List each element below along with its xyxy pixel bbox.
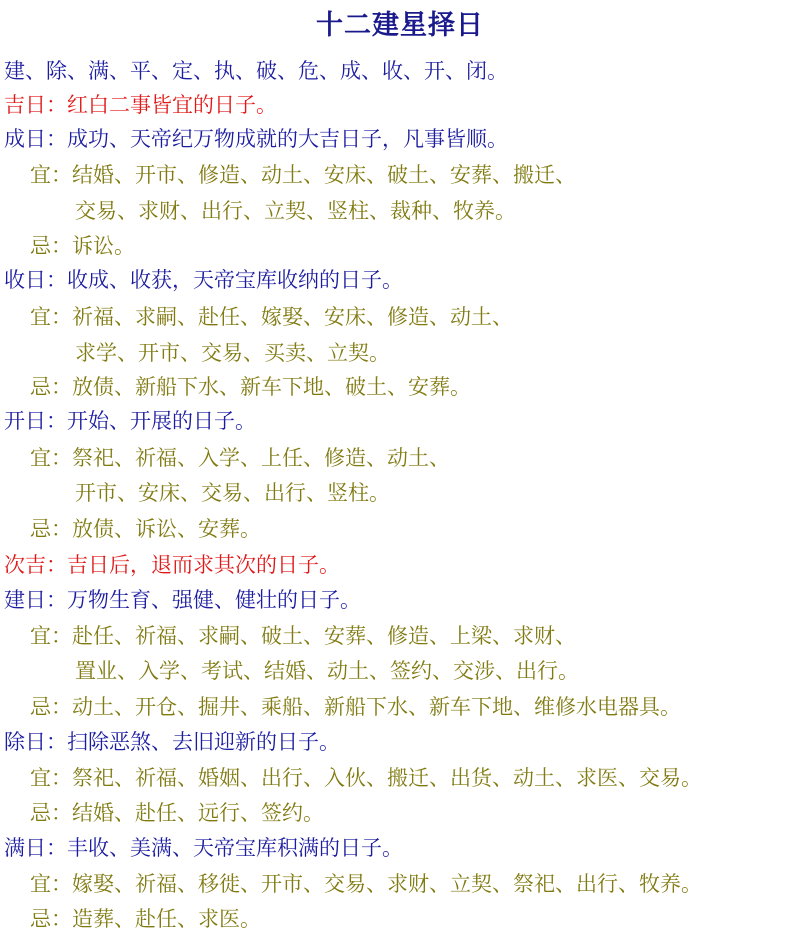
shou-day-ji-line: 忌：放债、新船下水、新车下地、破土、安葬。: [30, 375, 471, 399]
cheng-day-ji-line: 忌：诉讼。: [30, 234, 135, 258]
kai-day-yi-line-cont: 开市、安床、交易、出行、竖柱。: [75, 481, 390, 505]
kai-day-ji-line: 忌：放债、诉讼、安葬。: [30, 517, 261, 541]
star-list-line: 建、除、满、平、定、执、破、危、成、收、开、闭。: [4, 59, 508, 83]
cheng-day-heading: 成日：成功、天帝纪万物成就的大吉日子，凡事皆顺。: [4, 127, 508, 151]
chu-day-heading: 除日：扫除恶煞、去旧迎新的日子。: [4, 730, 340, 754]
page-title: 十二建星择日: [316, 10, 484, 41]
jian-day-ji-line: 忌：动土、开仓、掘井、乘船、新船下水、新车下地、维修水电器具。: [30, 695, 681, 719]
man-day-ji-line: 忌：造葬、赴任、求医。: [30, 907, 261, 931]
kai-day-heading: 开日：开始、开展的日子。: [4, 409, 256, 433]
jian-day-yi-line-cont: 置业、入学、考试、结婚、动土、签约、交涉、出行。: [75, 659, 579, 683]
shou-day-yi-line: 宜：祈福、求嗣、赴任、嫁娶、安床、修造、动土、: [30, 305, 513, 329]
jian-day-yi-line: 宜：赴任、祈福、求嗣、破土、安葬、修造、上梁、求财、: [30, 624, 576, 648]
kai-day-yi-line: 宜：祭祀、祈福、入学、上任、修造、动土、: [30, 446, 450, 470]
shou-day-yi-line-cont: 求学、开市、交易、买卖、立契。: [75, 341, 390, 365]
chu-day-ji-line: 忌：结婚、赴任、远行、签约。: [30, 801, 324, 825]
shou-day-heading: 收日：收成、收获，天帝宝库收纳的日子。: [4, 268, 403, 292]
cheng-day-yi-line: 宜：结婚、开市、修造、动土、安床、破土、安葬、搬迁、: [30, 163, 576, 187]
jian-day-heading: 建日：万物生育、强健、健壮的日子。: [4, 588, 361, 612]
man-day-yi-line: 宜：嫁娶、祈福、移徙、开市、交易、求财、立契、祭祀、出行、牧养。: [30, 872, 702, 896]
auspicious-heading: 吉日：红白二事皆宜的日子。: [4, 93, 277, 117]
man-day-heading: 满日：丰收、美满、天帝宝库积满的日子。: [4, 836, 403, 860]
cheng-day-yi-line-cont: 交易、求财、出行、立契、竖柱、裁种、牧养。: [75, 199, 516, 223]
chu-day-yi-line: 宜：祭祀、祈福、婚姻、出行、入伙、搬迁、出货、动土、求医、交易。: [30, 766, 702, 790]
second-auspicious-heading: 次吉：吉日后，退而求其次的日子。: [4, 553, 340, 577]
